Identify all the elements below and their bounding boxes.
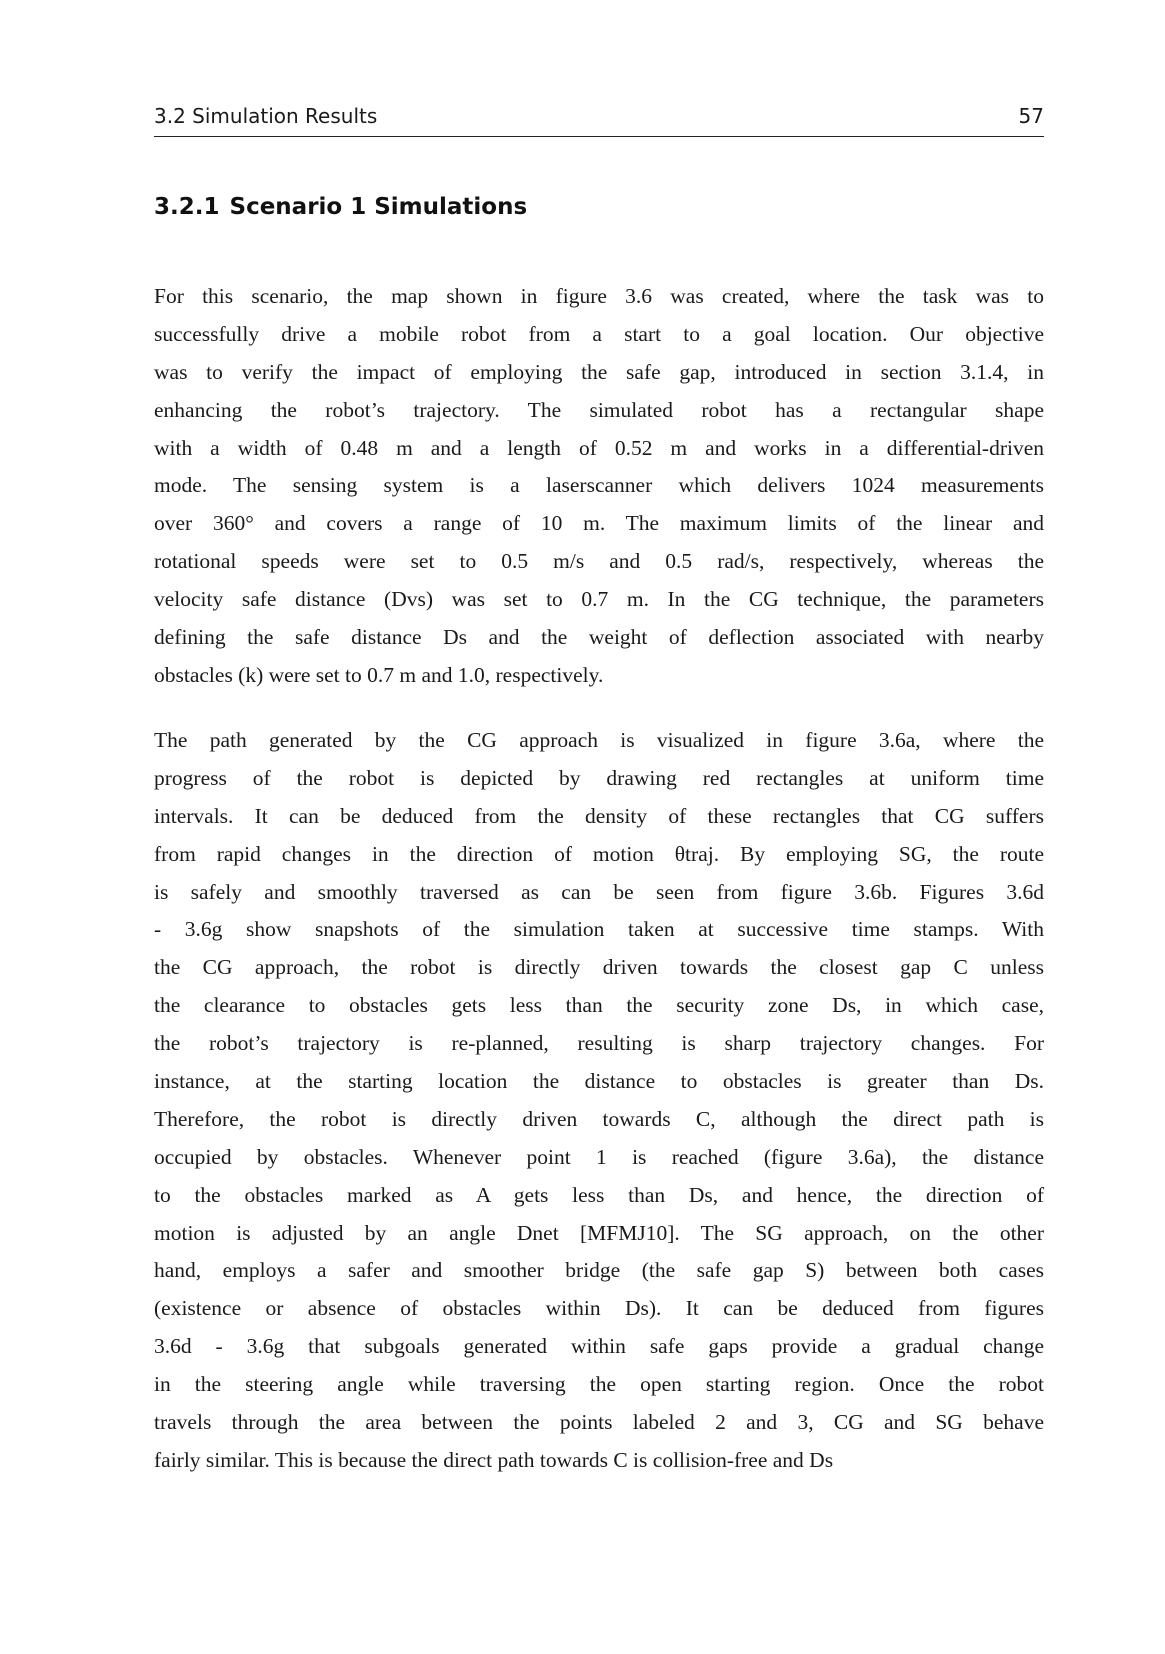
text-line: For this scenario, the map shown in figure 3.6 was created, where the task was to (154, 284, 1044, 308)
text-line: velocity safe distance (Dvs) was set to 0.7 m. In the CG technique, the parameters (154, 587, 1044, 612)
text-line: enhancing the robot’s trajectory. The simulated robot has a rectangular shape (154, 397, 1044, 422)
text-line: with a width of 0.48 m and a length of 0.52 m and works in a differential-driven (154, 435, 1044, 460)
text-line: to the obstacles marked as A gets less than Ds, and hence, the direction of (154, 1182, 1044, 1207)
text-line: defining the safe distance Ds and the weight of deflection associated with nearby (154, 625, 1044, 650)
text-line: occupied by obstacles. Whenever point 1 is reached (figure 3.6a), the distance (154, 1144, 1044, 1169)
text-line: (existence or absence of obstacles within Ds). It can be deduced from figures (154, 1296, 1044, 1321)
text-line: Therefore, the robot is directly driven towards C, although the direct path is (154, 1106, 1044, 1131)
text-line: the robot’s trajectory is re-planned, resulting is sharp trajectory changes. For (154, 1031, 1044, 1056)
text-line: mode. The sensing system is a laserscanner which delivers 1024 measurements (154, 473, 1044, 498)
subsection-heading (154, 194, 527, 220)
text-line: fairly similar. This is because the direct path towards C is collision-free and Ds (154, 1447, 834, 1472)
page-number: 57 (1018, 104, 1044, 128)
text-line: motion is adjusted by an angle Dnet [MFMJ10]. The SG approach, on the other (154, 1220, 1044, 1245)
text-line: travels through the area between the points labeled 2 and 3, CG and SG behave (154, 1410, 1044, 1435)
text-line: over 360° and covers a range of 10 m. The maximum limits of the linear and (154, 511, 1044, 536)
subsection-number: 3.2.1 (154, 194, 220, 220)
text-line: obstacles (k) were set to 0.7 m and 1.0, respectively. (154, 662, 604, 687)
text-line: successfully drive a mobile robot from a start to a goal location. Our objective (154, 321, 1044, 346)
text-line: intervals. It can be deduced from the density of these rectangles that CG suffers (154, 803, 1044, 828)
text-line: the clearance to obstacles gets less than the security zone Ds, in which case, (154, 993, 1044, 1018)
text-line: 3.6d - 3.6g that subgoals generated within safe gaps provide a gradual change (154, 1334, 1044, 1359)
text-line: The path generated by the CG approach is visualized in figure 3.6a, where the (154, 728, 1044, 752)
text-line: was to verify the impact of employing the safe gap, introduced in section 3.1.4, in (154, 359, 1044, 384)
text-line: the CG approach, the robot is directly driven towards the closest gap C unless (154, 955, 1044, 980)
header-section-ref: 3.2 Simulation Results (154, 104, 378, 128)
text-line: hand, employs a safer and smoother bridge (the safe gap S) between both cases (154, 1258, 1044, 1283)
text-line: instance, at the starting location the distance to obstacles is greater than Ds. (154, 1069, 1044, 1094)
text-line: - 3.6g show snapshots of the simulation taken at successive time stamps. With (154, 917, 1044, 942)
text-line: is safely and smoothly traversed as can be seen from figure 3.6b. Figures 3.6d (154, 879, 1044, 904)
paragraph-1 (154, 278, 1044, 695)
paragraph-2 (154, 722, 1044, 1480)
text-line: rotational speeds were set to 0.5 m/s and 0.5 rad/s, respectively, whereas the (154, 549, 1044, 574)
text-line: in the steering angle while traversing the open starting region. Once the robot (154, 1372, 1044, 1397)
running-header (154, 102, 1044, 137)
text-line: progress of the robot is depicted by drawing red rectangles at uniform time (154, 765, 1044, 790)
text-line: from rapid changes in the direction of motion θtraj. By employing SG, the route (154, 841, 1044, 866)
subsection-title: Scenario 1 Simulations (229, 194, 528, 220)
